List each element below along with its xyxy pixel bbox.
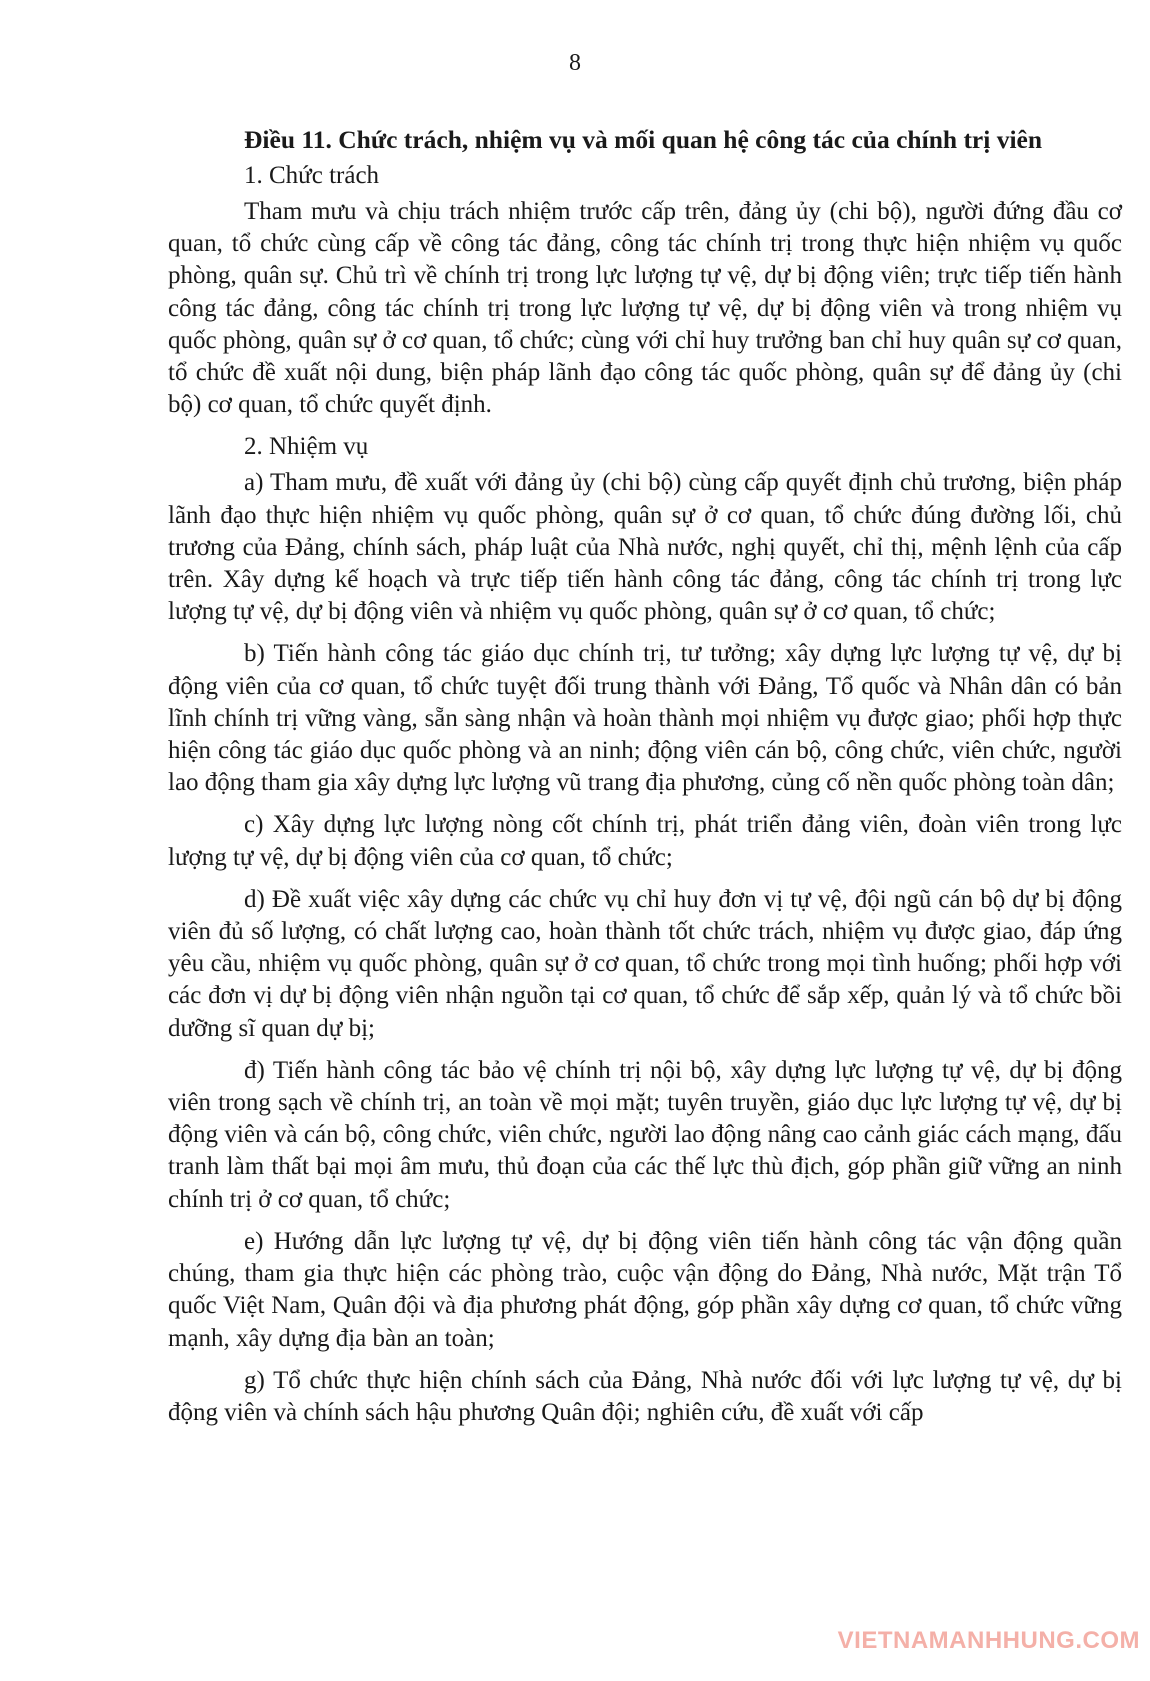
task-item-dd: đ) Tiến hành công tác bảo vệ chính trị nội bộ, xây dựng lực lượng tự vệ, dự bị động viên trong sạch về chính trị, an toàn về mọi mặt; tuyên truyền, giáo dục lực lượng tự vệ, dự bị động viên và cán bộ, công chức, viên chức, người lao động nâng cao cảnh giác cách mạng, đấu tranh làm thất bại mọi âm mưu, thủ đoạn của các thế lực thù địch, góp phần giữ vững an ninh chính trị ở cơ quan, tổ chức;	[168, 1056, 1122, 1213]
section-heading-tasks: 2. Nhiệm vụ	[244, 433, 369, 461]
task-item-d: d) Đề xuất việc xây dựng các chức vụ chỉ huy đơn vị tự vệ, đội ngũ cán bộ dự bị động viên đủ số lượng, có chất lượng cao, hoàn thành tốt chức trách, nhiệm vụ được giao, đáp ứng yêu cầu, nhiệm vụ quốc phòng, quân sự ở cơ quan, tổ chức trong mọi tình huống; phối hợp với các đơn vị dự bị động viên nhận nguồn tại cơ quan, tổ chức để sắp xếp, quản lý và tổ chức bồi dưỡng sĩ quan dự bị;	[168, 885, 1122, 1042]
article-title: Điều 11. Chức trách, nhiệm vụ và mối quan hệ công tác của chính trị viên	[244, 125, 1043, 154]
task-item-a: a) Tham mưu, đề xuất với đảng ủy (chi bộ) cùng cấp quyết định chủ trương, biện pháp lãnh đạo thực hiện nhiệm vụ quốc phòng, quân sự ở cơ quan, tổ chức đúng đường lối, chủ trương của Đảng, chính sách, pháp luật của Nhà nước, nghị quyết, chỉ thị, mệnh lệnh của cấp trên. Xây dựng kế hoạch và trực tiếp tiến hành công tác đảng, công tác chính trị trong lực lượng tự vệ, dự bị động viên và nhiệm vụ quốc phòng, quân sự ở cơ quan, tổ chức;	[168, 469, 1122, 626]
section-heading-duties-scope: 1. Chức trách	[244, 162, 380, 189]
document-body	[168, 124, 1122, 1439]
task-item-b: b) Tiến hành công tác giáo dục chính trị, tư tưởng; xây dựng lực lượng tự vệ, dự bị động viên của cơ quan, tổ chức tuyệt đối trung thành với Đảng, Tổ quốc và Nhân dân có bản lĩnh chính trị vững vàng, sẵn sàng nhận và hoàn thành mọi nhiệm vụ được giao; phối hợp thực hiện công tác giáo dục quốc phòng và an ninh; động viên cán bộ, công chức, viên chức, người lao động tham gia xây dựng lực lượng vũ trang địa phương, củng cố nền quốc phòng toàn dân;	[168, 640, 1122, 797]
task-item-c: c) Xây dựng lực lượng nòng cốt chính trị, phát triển đảng viên, đoàn viên trong lực lượng tự vệ, dự bị động viên của cơ quan, tổ chức;	[168, 811, 1122, 871]
paragraph-duties-scope: Tham mưu và chịu trách nhiệm trước cấp trên, đảng ủy (chi bộ), người đứng đầu cơ quan, tổ chức cùng cấp về công tác đảng, công tác chính trị trong thực hiện nhiệm vụ quốc phòng, quân sự. Chủ trì về chính trị trong lực lượng tự vệ, dự bị động viên; trực tiếp tiến hành công tác đảng, công tác chính trị trong lực lượng tự vệ, dự bị động viên và trong nhiệm vụ quốc phòng, quân sự ở cơ quan, tổ chức; cùng với chỉ huy trưởng ban chỉ huy quân sự cơ quan, tổ chức đề xuất nội dung, biện pháp lãnh đạo công tác quốc phòng, quân sự để đảng ủy (chi bộ) cơ quan, tổ chức quyết định.	[168, 198, 1122, 419]
task-item-g: g) Tổ chức thực hiện chính sách của Đảng, Nhà nước đối với lực lượng tự vệ, dự bị động viên và chính sách hậu phương Quân đội; nghiên cứu, đề xuất với cấp	[168, 1366, 1122, 1426]
watermark-logo: VIETNAMANHHUNG.COM	[837, 1627, 1140, 1654]
page-number: 8	[569, 50, 581, 76]
task-item-e: e) Hướng dẫn lực lượng tự vệ, dự bị động viên tiến hành công tác vận động quần chúng, tham gia thực hiện các phòng trào, cuộc vận động do Đảng, Nhà nước, Mặt trận Tổ quốc Việt Nam, Quân đội và địa phương phát động, góp phần xây dựng cơ quan, tổ chức vững mạnh, xây dựng địa bàn an toàn;	[168, 1227, 1122, 1352]
